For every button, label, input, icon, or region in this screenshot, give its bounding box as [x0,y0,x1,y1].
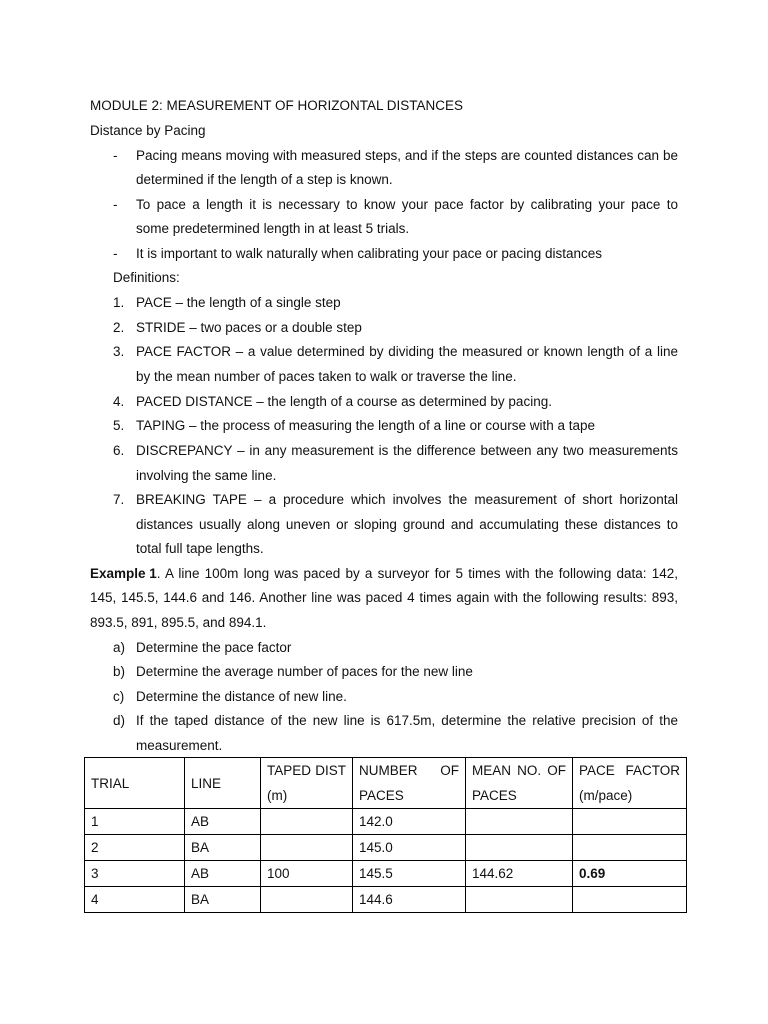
header-cell-number-of-paces [353,758,466,809]
definition-3-line-2: by the mean number of paces taken to walk or traverse the line. [136,369,517,384]
cell-mean-paces [466,835,573,861]
cell-line: BA [185,887,261,913]
bullet-2-line-2: some predetermined length in at least 5 trials. [136,221,410,236]
header-cell-trial [85,758,185,809]
header-cell-mean-paces [466,758,573,809]
cell-number-of-paces: 144.6 [353,887,466,913]
table-row [85,809,687,835]
definition-5-line-1: TAPING – the process of measuring the length of a line or course with a tape [136,418,595,433]
example-text-3: 893.5, 891, 895.5, and 894.1. [90,615,267,630]
header-cell-pace-factor [573,758,687,809]
header-mean-paces-line-2: PACES [472,788,517,803]
cell-trial: 1 [85,809,185,835]
question-letter: d) [113,713,126,728]
bullet-1-line-1: Pacing means moving with measured steps, and if the steps are counted distances can be [136,148,678,163]
table-header-row [85,758,687,809]
cell-pace-factor [573,809,687,835]
cell-line: AB [185,861,261,887]
header-taped-dist-line-1: TAPED DIST [267,763,346,778]
cell-mean-paces: 144.62 [466,861,573,887]
cell-trial: 4 [85,887,185,913]
bullet-2-line-1: To pace a length it is necessary to know your pace factor by calibrating your pace to [136,197,678,212]
question-d-line-1: If the taped distance of the new line is 617.5m, determine the relative precision of the [136,713,678,728]
question-letter: c) [113,689,125,704]
cell-mean-paces [466,887,573,913]
cell-taped-dist [261,835,353,861]
definition-number: 3. [113,344,125,359]
definition-number: 7. [113,492,125,507]
cell-trial: 3 [85,861,185,887]
bullet-marker: - [113,246,118,261]
header-pace-factor-line-2: (m/pace) [579,788,633,803]
definition-7-line-1: BREAKING TAPE – a procedure which involves the measurement of short horizontal [136,492,678,507]
bullet-marker: - [113,197,118,212]
question-c: Determine the distance of new line. [136,689,347,704]
definition-6-line-1: DISCREPANCY – in any measurement is the difference between any two measurements [136,443,678,458]
section-subheading: Distance by Pacing [90,123,206,138]
question-b: Determine the average number of paces for the new line [136,664,473,679]
example-text-1: . A line 100m long was paced by a surveyor for 5 times with the following data: 142, [156,566,678,581]
definition-6-line-2: involving the same line. [136,468,277,483]
bullet-3-line-1: It is important to walk naturally when calibrating your pace or pacing distances [136,246,602,261]
definition-7-line-2: distances usually along uneven or sloping ground and accumulating these distances to [136,517,678,532]
bullet-1-line-2: determined if the length of a step is known. [136,172,393,187]
definition-number: 1. [113,295,125,310]
table-row [85,887,687,913]
module-heading: MODULE 2: MEASUREMENT OF HORIZONTAL DISTANCES [90,98,464,113]
bullet-marker: - [113,148,118,163]
definition-number: 5. [113,418,125,433]
cell-taped-dist: 100 [261,861,353,887]
example-text-2: 145, 145.5, 144.6 and 146. Another line was paced 4 times again with the following results: 893, [90,590,678,605]
question-d-line-2: measurement. [136,738,223,753]
header-taped-dist-line-2: (m) [267,788,288,803]
header-number-of-paces-line-1: NUMBER OF [359,763,459,778]
example-label: Example 1 [90,566,157,581]
example-line-1 [90,565,678,583]
question-letter: a) [113,640,126,655]
header-mean-paces-line-1: MEAN NO. OF [472,763,566,778]
definition-number: 6. [113,443,125,458]
pacing-data-table [84,757,687,913]
definition-number: 2. [113,320,125,335]
header-line-text: LINE [191,775,222,791]
table-row [85,835,687,861]
cell-pace-factor: 0.69 [573,861,687,887]
cell-pace-factor [573,835,687,861]
question-a: Determine the pace factor [136,640,292,655]
header-number-of-paces-line-2: PACES [359,788,404,803]
definition-number: 4. [113,394,125,409]
definition-2-line-1: STRIDE – two paces or a double step [136,320,362,335]
cell-pace-factor [573,887,687,913]
cell-number-of-paces: 145.0 [353,835,466,861]
cell-mean-paces [466,809,573,835]
cell-number-of-paces: 145.5 [353,861,466,887]
definition-3-line-1: PACE FACTOR – a value determined by dividing the measured or known length of a line [136,344,678,359]
cell-trial: 2 [85,835,185,861]
definition-7-line-3: total full tape lengths. [136,541,264,556]
header-cell-taped-dist [261,758,353,809]
header-trial-text: TRIAL [91,775,130,791]
table-row [85,861,687,887]
cell-taped-dist [261,809,353,835]
definition-4-line-1: PACED DISTANCE – the length of a course as determined by pacing. [136,394,552,409]
cell-line: BA [185,835,261,861]
cell-line: AB [185,809,261,835]
question-letter: b) [113,664,126,679]
cell-number-of-paces: 142.0 [353,809,466,835]
header-cell-line [185,758,261,809]
definition-1-line-1: PACE – the length of a single step [136,295,341,310]
cell-taped-dist [261,887,353,913]
header-pace-factor-line-1: PACE FACTOR [579,763,680,778]
definitions-label: Definitions: [113,270,180,285]
